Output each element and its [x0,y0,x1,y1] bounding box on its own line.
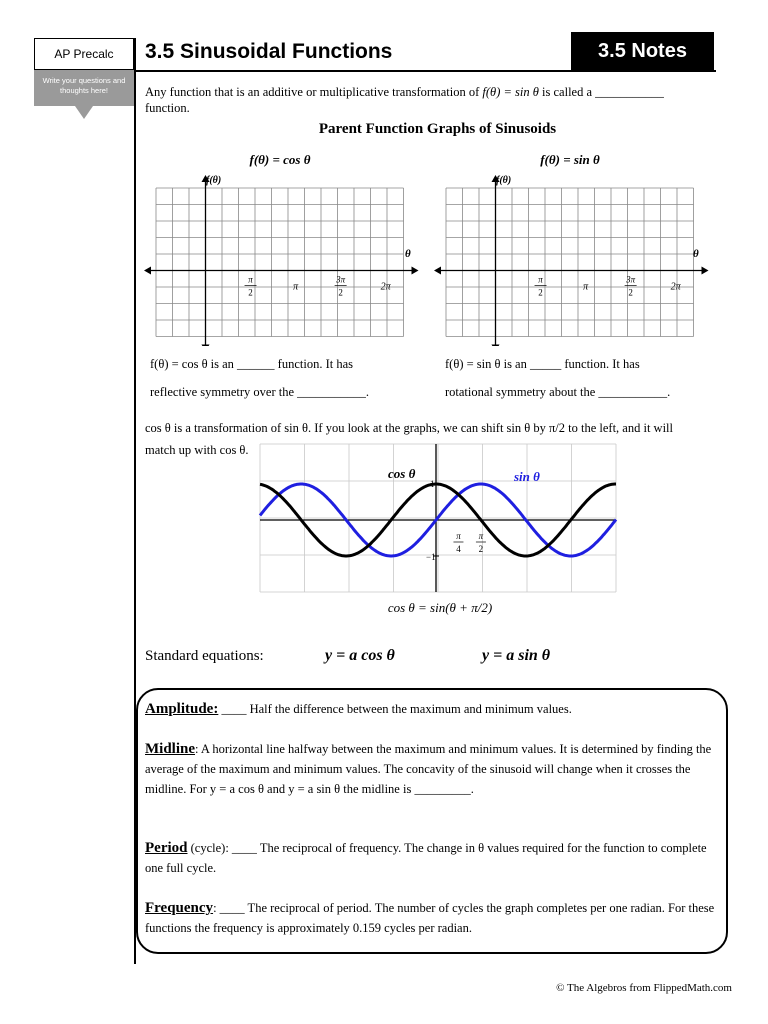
tick-label-numerator: π [456,531,461,541]
arrow-left-icon [144,267,151,275]
tick-label-numerator: π [478,531,484,541]
y-axis-label: f(θ) [496,175,512,186]
identity-equation: cos θ = sin(θ + π/2) [387,600,493,615]
tick-label-denominator: 2 [538,287,543,298]
tick-label-denominator: 2 [248,287,253,298]
graph-grid [144,175,419,346]
period-text: (cycle): ____ The reciprocal of frequency. The change in θ values required for the function to complete one full cycle. [145,841,707,875]
amplitude-term: Amplitude: [145,701,219,717]
tick-label-numerator: π [248,274,253,285]
tick-label-numerator: π [538,274,543,285]
intro-text-a: Any function that is an additive or multiplicative transformation of [145,85,483,99]
sin-parent-graph [430,166,720,346]
cos-curve-label: cos θ [388,466,416,481]
standard-eq-sin: y = a sin θ [482,647,551,664]
tick-label-numerator: 3π [336,274,346,285]
tick-label-denominator: 4 [456,544,461,554]
amplitude-definition [145,699,717,719]
x-axis-label: θ [405,248,411,260]
intro-paragraph [145,84,730,116]
shift-graph [258,440,620,600]
tick-label-numerator: 3π [626,274,636,285]
course-label: AP Precalc [34,38,134,70]
sin-caption-line2: rotational symmetry about the ___________. [445,385,671,399]
arrow-down-icon [202,345,210,347]
y-axis-label: f(θ) [206,175,222,186]
period-definition [145,838,717,878]
tick-label: 2π [670,281,681,293]
cos-caption-line1: f(θ) = cos θ is an ______ function. It has [150,357,354,371]
midline-text: : A horizontal line halfway between the maximum and minimum values. It is determined by finding the average of the maximum and minimum values. The concavity of the sinusoid will change when it crosses the midline. For y = a cos θ and y = a sin θ the midline is _________. [145,742,712,796]
arrow-right-icon [702,267,709,275]
header-rule [134,70,716,72]
sin-graph-title: f(θ) = sin θ [540,152,600,167]
y-tick-1: 1 [430,479,435,489]
cos-parent-graph [140,166,430,346]
shift-tick-labels [453,531,485,554]
tick-label: 2π [380,281,391,293]
sidebar-note: Write your questions and thoughts here! [34,70,134,106]
period-term: Period [145,840,188,856]
y-tick-neg1: −1 [426,552,436,562]
amplitude-text: ____ Half the difference between the maximum and minimum values. [218,702,572,716]
standard-eq-cos: y = a cos θ [325,647,395,664]
x-axis-label: θ [693,248,699,260]
sin-caption [445,350,735,406]
arrow-left-icon [434,267,441,275]
cos-graph-title: f(θ) = cos θ [249,152,311,167]
intro-text-b: is called a ___________ [538,85,664,99]
arrow-down-icon [492,345,500,347]
intro-formula: f(θ) = sin θ [482,85,539,99]
tick-label: π [293,281,299,293]
notes-badge: 3.5 Notes [571,32,714,70]
frequency-text: : ____ The reciprocal of period. The number of cycles the graph completes per one radian. For these functions the frequency is approximately 0.159 cycles per radian. [145,901,715,935]
midline-definition [145,739,717,799]
page-title: 3.5 Sinusoidal Functions [145,40,393,63]
standard-label: Standard equations: [145,648,264,664]
intro-text-c: function. [145,101,190,115]
tick-label-denominator: 2 [478,544,484,554]
cos-caption [150,350,440,406]
sin-curve-label: sin θ [514,469,540,484]
frequency-definition [145,898,717,938]
midline-term: Midline [145,741,196,757]
tick-label-denominator: 2 [338,287,343,298]
sin-caption-line1: f(θ) = sin θ is an _____ function. It has [445,357,640,371]
shift-line1: cos θ is a transformation of sin θ. If you look at the graphs, we can shift sin θ by π/2 to the left, and it will [145,421,673,435]
tick-label-denominator: 2 [628,287,633,298]
graph-grid [434,175,709,346]
cos-caption-line2: reflective symmetry over the ___________. [150,385,370,399]
arrow-right-icon [412,267,419,275]
section-heading: Parent Function Graphs of Sinusoids [318,121,557,137]
down-arrow-icon [75,106,93,119]
footer-copyright: © The Algebros from FlippedMath.com [556,982,732,994]
frequency-term: Frequency [145,900,214,916]
shift-line2: match up with cos θ. [145,443,249,457]
tick-label: π [583,281,589,293]
